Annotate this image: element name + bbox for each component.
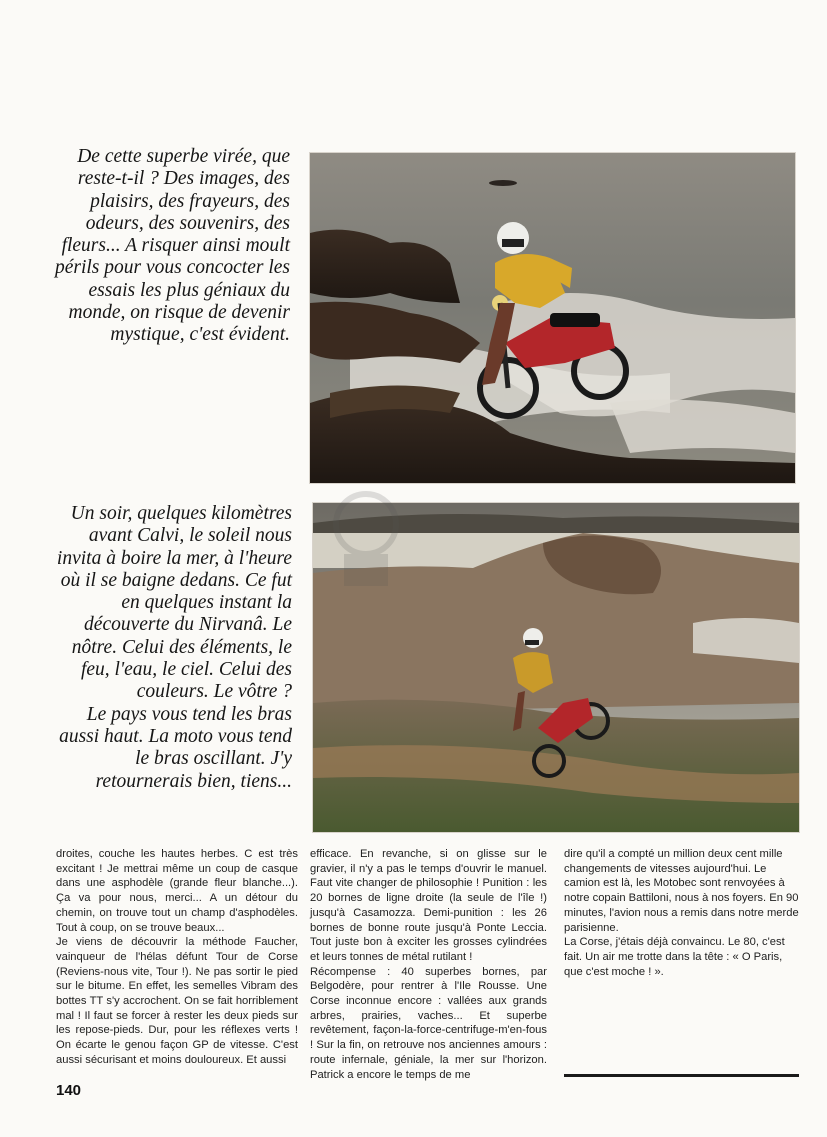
pullquote-line: Le pays vous tend les bras [86, 703, 292, 725]
paragraph: dire qu'il a compté un million deux cent mille changements de vitesses aujourd'hui. Le camion est là, les Motobec sont renvoyées à notre copain Battiloni, nous à nos foyers. En 90 minutes, l'avion nous a remis dans notre merde parisienne. [564, 848, 799, 934]
pullquote-line: aussi haut. La moto vous tend [59, 725, 292, 747]
pullquote-line: reste-t-il ? Des images, des [77, 168, 290, 190]
paragraph: Récompense : 40 superbes bornes, par Belgodère, pour rentrer à l'Ile Rousse. Une Corse inconnue encore : vallées aux grands arbres, prairies, vaches... Et superbe revêtement, façon-la-force-centrifuge-m'en-fous ! Sur la fin, on retrouve nos anciennes amours : route infernale, géniale, la mer sur l'horizon. Patrick a encore le temps de me [310, 965, 547, 1081]
rider-on-rocks-by-sea-icon [310, 153, 795, 483]
pullquote-line: couleurs. Le vôtre ? [136, 681, 292, 703]
pullquote-line: essais les plus géniaux du [88, 279, 290, 301]
pullquote-line: fleurs... A risquer ainsi moult [61, 235, 290, 257]
pullquote-line: avant Calvi, le soleil nous [88, 525, 292, 547]
pullquote-top [40, 146, 290, 347]
pullquote-middle [40, 503, 292, 793]
pullquote-line: périls pour vous concocter les [54, 257, 290, 279]
paragraph: Je viens de découvrir la méthode Faucher, vainqueur de l'hélas défunt Tour de Corse (Reviens-nous vite, Tour !). Ne pas sortir le pied sur le bitume. En effet, les semelles Vibram des bottes TT s'y accrochent. On se fait horriblement mal ! Il faut se forcer à rester les deux pieds sur les repose-pieds. Dur, pour les réflexes verts ! On écarte le genou façon GP de vitesse. C'est aussi sécurisant et moins douloureux. Et aussi [56, 936, 298, 1066]
text-column-3 [564, 847, 800, 979]
pullquote-line: où il se baigne dedans. Ce fut [60, 569, 292, 591]
page-number: 140 [56, 1082, 82, 1099]
paragraph: droites, couche les hautes herbes. C est très excitant ! Je mettrai même un coup de casque dans une asphodèle (grande fleur blanche...). Ça va pour nous, merci... A un détour du chemin, on trouve tout un champ d'asphodèles. Tout à coup, on se trouve beaux... [56, 848, 298, 934]
paragraph: La Corse, j'étais déjà convaincu. Le 80, c'est fait. Un air me trotte dans la tête : « O Paris, que c'est moche ! ». [564, 936, 785, 978]
pullquote-line: invita à boire la mer, à l'heure [56, 547, 292, 569]
pullquote-line: plaisirs, des frayeurs, des [90, 190, 290, 212]
text-column-2 [310, 847, 547, 1082]
pullquote-line: odeurs, des souvenirs, des [85, 212, 290, 234]
paragraph: efficace. En revanche, si on glisse sur le gravier, il n'y a pas le temps d'ouvrir le manuel. Faut vite changer de philosophie ! Punition : les 20 bornes de ligne droite (la seule de l'île !) jusqu'à Casamozza. Demi-punition : les 26 bornes de bonne route jusqu'à Ponte Leccia. Tout juste bon à exciter les grosses cylindrées et leurs tonnes de métal rutilant ! [310, 848, 547, 963]
pullquote-line: feu, l'eau, le ciel. Celui des [80, 659, 292, 681]
watermark [326, 484, 406, 599]
text-column-1 [56, 847, 298, 1068]
pullquote-line: nôtre. Celui des éléments, le [71, 636, 292, 658]
pullquote-line: en quelques instant la [121, 592, 292, 614]
pullquote-line: le bras oscillant. J'y [135, 748, 292, 770]
pullquote-line: mystique, c'est évident. [110, 324, 290, 346]
pullquote-line: monde, on risque de devenir [68, 302, 290, 324]
photo-rider-sea-rocks [310, 153, 795, 483]
end-rule-divider [564, 1074, 799, 1077]
pullquote-line: De cette superbe virée, que [77, 146, 290, 167]
oldbikemags-hd-logo-icon [326, 484, 406, 594]
pullquote-line: Un soir, quelques kilomètres [70, 503, 292, 524]
pullquote-line: retournerais bien, tiens... [95, 770, 292, 792]
pullquote-line: découverte du Nirvanâ. Le [84, 614, 292, 636]
